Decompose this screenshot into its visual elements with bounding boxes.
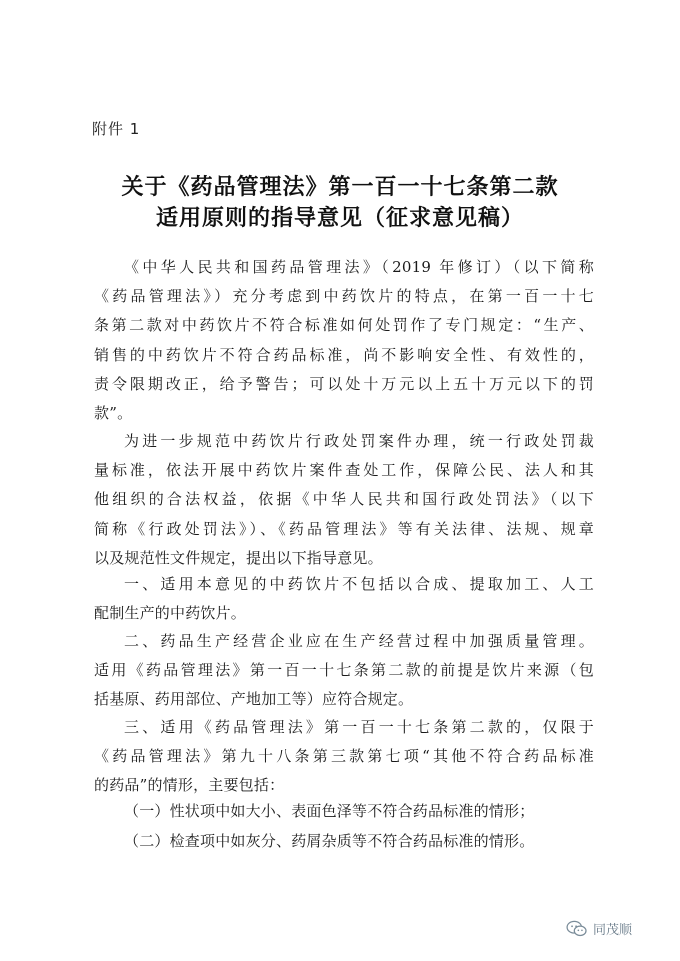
text-line: 简称《行政处罚法》）、《药品管理法》等有关法律、法规、规章 — [94, 519, 594, 538]
paragraph-intro — [94, 253, 594, 428]
watermark — [566, 919, 632, 938]
text-line: 括基原、药用部位、产地加工等）应符合规定。 — [94, 690, 414, 709]
text-line: 配制生产的中药饮片。 — [94, 604, 247, 623]
list-item-1 — [94, 797, 594, 826]
paragraph-section-3 — [94, 713, 594, 801]
text-line: 量标准，依法开展中药饮片案件查处工作，保障公民、法人和其 — [94, 461, 594, 480]
paragraph-section-2 — [94, 627, 594, 715]
text-line: 适用《药品管理法》第一百一十七条第二款的前提是饮片来源（包 — [94, 661, 594, 680]
paragraph-section-1 — [94, 570, 594, 628]
text-line: 为进一步规范中药饮片行政处罚案件办理，统一行政处罚裁 — [124, 432, 594, 450]
text-line: 一、适用本意见的中药饮片不包括以合成、提取加工、人工 — [124, 575, 594, 593]
text-line: （一）性状项中如大小、表面色泽等不符合药品标准的情形； — [124, 802, 535, 820]
text-line: 的药品”的情形，主要包括： — [94, 776, 285, 795]
text-line: 《中华人民共和国药品管理法》（2019 年修订）（以下简称 — [124, 258, 594, 276]
text-line: （二）检查项中如灰分、药屑杂质等不符合药品标准的情形。 — [124, 832, 535, 850]
text-line: 以及规范性文件规定，提出以下指导意见。 — [94, 548, 383, 567]
text-line: 销售的中药饮片不符合药品标准，尚不影响安全性、有效性的， — [94, 345, 594, 364]
document-title-line-2: 适用原则的指导意见（征求意见稿） — [155, 206, 524, 231]
document-title-line-1: 关于《药品管理法》第一百一十七条第二款 — [121, 175, 559, 200]
watermark-text: 同茂顺 — [593, 923, 633, 938]
text-line: 责令限期改正，给予警告；可以处十万元以上五十万元以下的罚 — [94, 374, 594, 393]
text-line: 条第二款对中药饮片不符合标准如何处罚作了专门规定：“生产、 — [94, 316, 594, 335]
text-line: 三、适用《药品管理法》第一百一十七条第二款的，仅限于 — [124, 718, 594, 736]
text-line: 二、药品生产经营企业应在生产经营过程中加强质量管理。 — [124, 632, 594, 650]
text-line: 款”。 — [94, 404, 133, 423]
text-line: 他组织的合法权益，依据《中华人民共和国行政处罚法》（以下 — [94, 490, 594, 509]
text-line: 《药品管理法》）充分考虑到中药饮片的特点，在第一百一十七 — [94, 287, 594, 306]
wechat-icon — [566, 920, 588, 938]
attachment-label: 附件 1 — [92, 120, 141, 138]
list-item-2 — [94, 827, 594, 856]
paragraph-purpose — [94, 427, 594, 573]
text-line: 《药品管理法》第九十八条第三款第七项“其他不符合药品标准 — [94, 747, 594, 766]
